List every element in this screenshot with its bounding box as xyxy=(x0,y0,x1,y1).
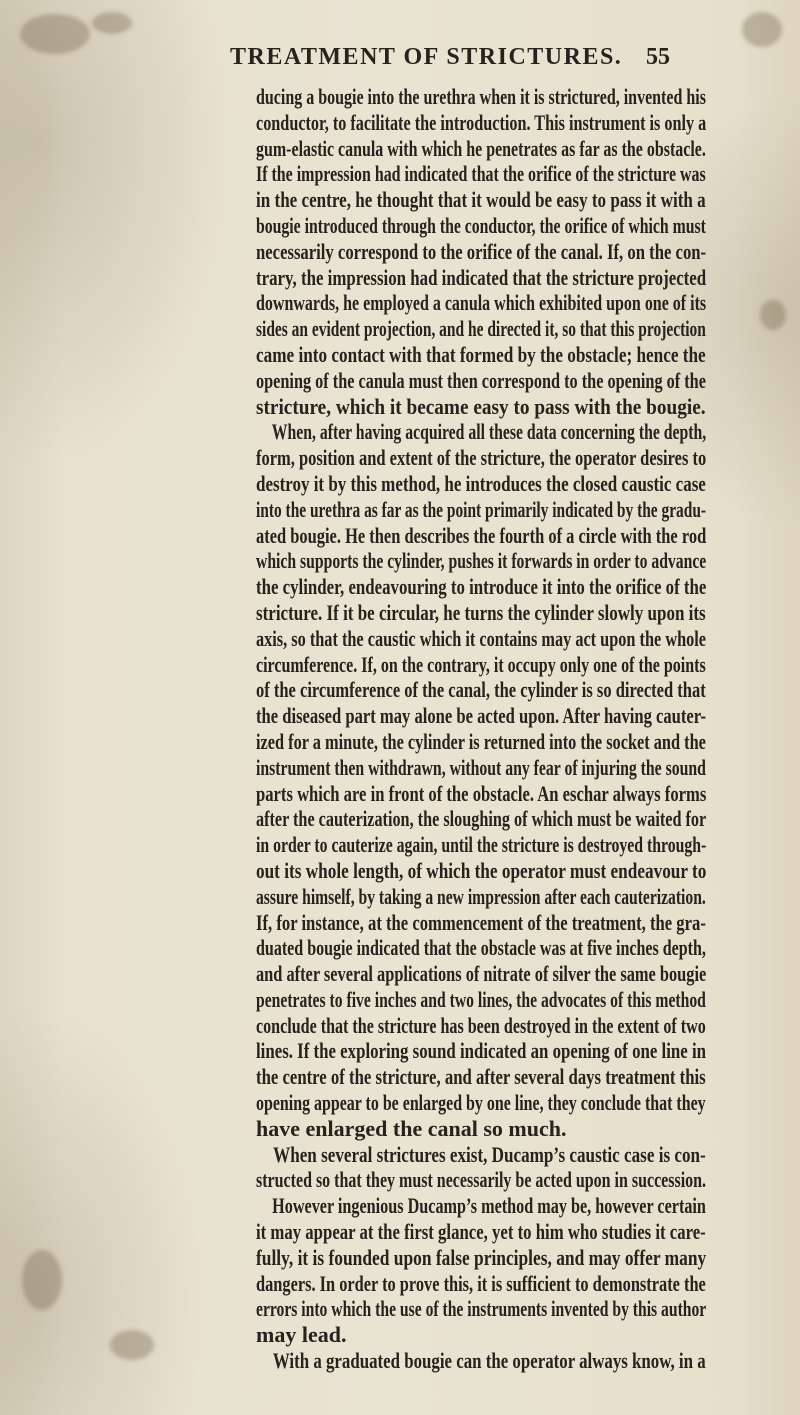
text-line: penetrates to five inches and two lines, the advocates of this method xyxy=(256,986,706,1012)
text-line: errors into which the use of the instruments invented by this author xyxy=(256,1296,707,1322)
text-line: instrument then withdrawn, without any fear of injuring the sound xyxy=(256,754,706,780)
text-line: destroy it by this method, he introduces the closed caustic case xyxy=(256,470,706,496)
running-head: TREATMENT OF STRICTURES. xyxy=(230,44,623,70)
text-line: after the cauterization, the sloughing of which must be waited for xyxy=(256,806,707,832)
text-line: stricture. If it be circular, he turns the cylinder slowly upon its xyxy=(256,599,706,625)
text-line: circumference. If, on the contrary, it occupy only one of the points xyxy=(256,651,706,677)
text-line: bougie introduced through the conductor, the orifice of which must xyxy=(256,212,706,238)
text-line: trary, the impression had indicated that the stricture projected xyxy=(256,264,707,290)
body-text xyxy=(256,84,706,1374)
text-line: conclude that the stricture has been destroyed in the extent of two xyxy=(256,1012,706,1038)
text-line: have enlarged the canal so much. xyxy=(256,1115,567,1141)
page-stain xyxy=(742,12,782,47)
text-line: If, for instance, at the commencement of the treatment, the gra- xyxy=(256,909,706,935)
text-line: in order to cauterize again, until the stricture is destroyed through- xyxy=(256,832,707,858)
text-line: dangers. In order to prove this, it is sufficient to demonstrate the xyxy=(256,1270,706,1296)
text-line: ated bougie. He then describes the fourth of a circle with the rod xyxy=(256,522,707,548)
text-line: axis, so that the caustic which it contains may act upon the whole xyxy=(256,625,707,651)
text-line: duated bougie indicated that the obstacle was at five inches depth, xyxy=(256,935,706,961)
text-line: the diseased part may alone be acted upon. After having cauter- xyxy=(256,703,707,729)
text-line: If the impression had indicated that the orifice of the stricture was xyxy=(256,161,706,187)
text-line: assure himself, by taking a new impression after each cauterization. xyxy=(256,883,706,909)
text-line: ized for a minute, the cylinder is returned into the socket and the xyxy=(256,728,706,754)
text-line: opening appear to be enlarged by one line, they conclude that they xyxy=(256,1090,706,1116)
text-line: form, position and extent of the stricture, the operator desires to xyxy=(256,445,707,471)
text-line: and after several applications of nitrate of silver the same bougie xyxy=(256,961,707,987)
page-stain xyxy=(760,300,786,330)
text-line: in the centre, he thought that it would be easy to pass it with a xyxy=(256,187,706,213)
text-line: the centre of the stricture, and after several days treatment this xyxy=(256,1064,706,1090)
text-line: which supports the cylinder, pushes it forwards in order to advance xyxy=(256,548,707,574)
text-line: into the urethra as far as the point primarily indicated by the gradu- xyxy=(256,496,707,522)
text-line: gum-elastic canula with which he penetrates as far as the obstacle. xyxy=(256,135,706,161)
text-line: However ingenious Ducamp’s method may be, however certain xyxy=(272,1193,706,1219)
text-line: stricture, which it became easy to pass with the bougie. xyxy=(256,393,706,419)
page-header xyxy=(230,44,670,74)
text-line: lines. If the exploring sound indicated an opening of one line in xyxy=(256,1038,706,1064)
text-line: With a graduated bougie can the operator always know, in a xyxy=(272,1348,706,1374)
text-line: sides an evident projection, and he directed it, so that this projection xyxy=(256,316,706,342)
text-line: may lead. xyxy=(256,1322,347,1348)
page-stain xyxy=(92,12,132,34)
text-line: ducing a bougie into the urethra when it is strictured, invented his xyxy=(256,84,706,109)
text-line: opening of the canula must then correspond to the opening of the xyxy=(256,367,706,393)
text-line: came into contact with that formed by the obstacle; hence the xyxy=(256,341,706,367)
text-line: out its whole length, of which the operator must endeavour to xyxy=(256,857,707,883)
text-line: parts which are in front of the obstacle. An eschar always forms xyxy=(256,780,707,806)
text-line: When, after having acquired all these data concerning the depth, xyxy=(271,419,707,445)
text-line: structed so that they must necessarily be acted upon in succession. xyxy=(256,1167,707,1193)
text-line: downwards, he employed a canula which exhibited upon one of its xyxy=(256,290,707,316)
page-stain xyxy=(110,1330,154,1360)
text-line: conductor, to facilitate the introduction. This instrument is only a xyxy=(256,109,707,135)
text-line: the cylinder, endeavouring to introduce it into the orifice of the xyxy=(256,574,707,600)
page-stain xyxy=(22,1250,62,1310)
text-line: it may appear at the first glance, yet to him who studies it care- xyxy=(256,1219,706,1245)
text-line: When several strictures exist, Ducamp’s caustic case is con- xyxy=(273,1141,706,1167)
text-line: fully, it is founded upon false principles, and may offer many xyxy=(256,1244,707,1270)
page-number: 55 xyxy=(646,44,670,70)
text-line: of the circumference of the canal, the cylinder is so directed that xyxy=(256,677,706,703)
text-line: necessarily correspond to the orifice of the canal. If, on the con- xyxy=(256,238,707,264)
page-stain xyxy=(20,14,90,54)
